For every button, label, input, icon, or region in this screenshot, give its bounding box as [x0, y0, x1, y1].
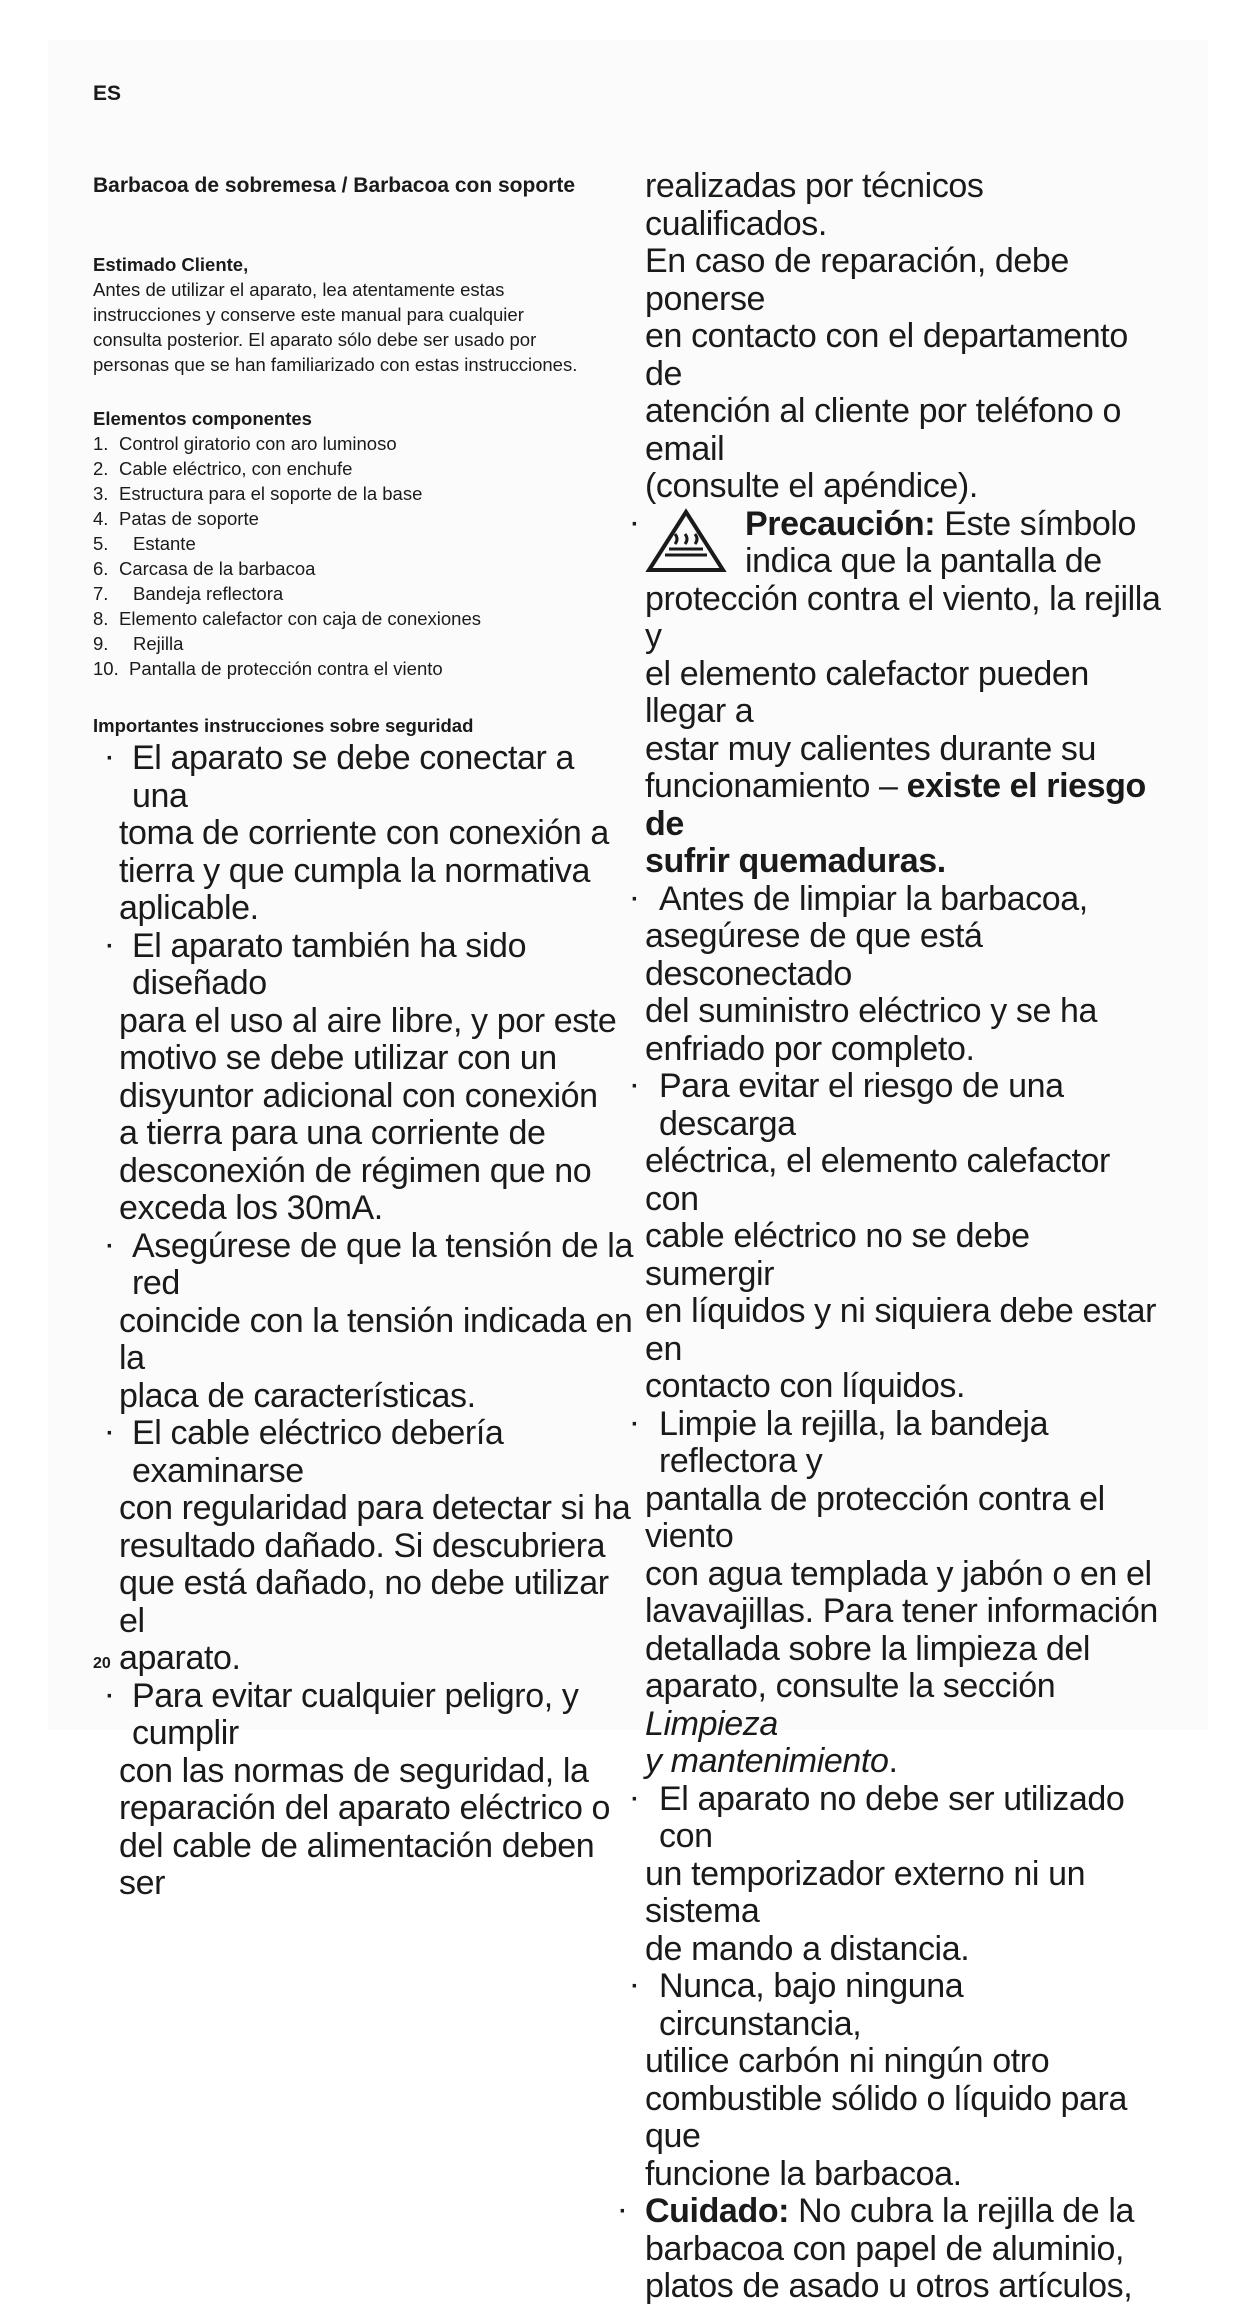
list-item: 1. Control giratorio con aro luminoso [93, 433, 397, 454]
safety-left-column [93, 740, 633, 1903]
components-heading: Elementos componentes [93, 408, 312, 429]
salutation: Estimado Cliente, [93, 254, 249, 275]
bullet-icon: · [106, 932, 114, 960]
hot-surface-warning-icon [645, 508, 727, 574]
safety-heading: Importantes instrucciones sobre seguridad [93, 715, 474, 736]
list-item: 4. Patas de soporte [93, 508, 259, 529]
warning-label: Precaución: [745, 504, 936, 543]
components-section [93, 406, 613, 681]
list-item: 3. Estructura para el soporte de la base [93, 483, 423, 504]
intro-line: Antes de utilizar el aparato, lea atentamente estas [93, 279, 505, 300]
intro-line: consulta posterior. El aparato sólo debe ser usado por [93, 329, 537, 350]
bullet-icon: · [631, 1073, 639, 1100]
safety-item: · El aparato no debe ser utilizado con un temporizador externo ni un sistema de mando a distancia. [631, 1779, 1125, 1968]
safety-right-column [619, 167, 1165, 2306]
bullet-icon: · [631, 1973, 639, 2000]
bullet-icon: · [631, 885, 639, 913]
page-title: Barbacoa de sobremesa / Barbacoa con soporte [93, 174, 576, 197]
bullet-icon: · [106, 1232, 114, 1260]
list-item: 9. Rejilla [93, 633, 184, 654]
bullet-icon: · [631, 1410, 639, 1438]
page-number: 20 [93, 1655, 111, 1672]
safety-item: · Limpie la rejilla, la bandeja reflectora y pantalla de protección contra el viento con agua templada y jabón o en el lavavajillas. Para tener información detallada sobre la limpieza del aparato, consulte la sección Limpieza y mantenimiento. [631, 1404, 1158, 1780]
safety-item: · El aparato se debe conectar a una toma de corriente con conexión a tierra y que cumpla la normativa aplicable. [106, 739, 609, 927]
safety-item: · Para evitar cualquier peligro, y cumplir con las normas de seguridad, la reparación del aparato eléctrico o del cable de alimentación deben ser [106, 1676, 611, 1902]
list-item: 8. Elemento calefactor con caja de conexiones [93, 608, 481, 629]
safety-item: · Antes de limpiar la barbacoa, asegúrese de que está desconectado del suministro eléctrico y se ha enfriado por completo. [631, 879, 1098, 1068]
list-item: 5. Estante [93, 533, 196, 554]
language-code: ES [93, 82, 122, 105]
list-item: 6. Carcasa de la barbacoa [93, 558, 316, 579]
safety-item: · Asegúrese de que la tensión de la red coincide con la tensión indicada en la placa de características. [106, 1226, 633, 1415]
bullet-icon: · [619, 2198, 627, 2225]
safety-item: · Para evitar el riesgo de una descarga eléctrica, el elemento calefactor con cable eléctrico no se debe sumergir en líquidos y ni siquiera debe estar en contacto con líquidos. [631, 1067, 1157, 1405]
caution-label: Cuidado: [645, 2192, 790, 2230]
continued-text: realizadas por técnicos cualificados. En caso de reparación, debe ponerse en contacto con el departamento de atención al cliente por teléfono o email (consulte el apéndice). [645, 167, 1128, 505]
warning-item: · Precaución: Este símbolo indica que la pantalla de protección contra el viento, la rejilla y el elemento calefactor pueden llegar a estar muy calientes durante su funcionamiento – existe el riesgo de sufrir quemaduras. [631, 504, 1161, 880]
list-item: 7. Bandeja reflectora [93, 583, 284, 604]
bullet-icon: · [106, 1682, 114, 1710]
caution-item: · Cuidado: No cubra la rejilla de la barbacoa con papel de aluminio, platos de asado u otros artículos, [619, 2192, 1134, 2305]
list-item: 10. Pantalla de protección contra el viento [93, 658, 443, 679]
safety-item: · El aparato también ha sido diseñado para el uso al aire libre, y por este motivo se debe utilizar con un disyuntor adicional con conexión a tierra para una corriente de desconexión de régimen que no exceda los 30mA. [106, 926, 617, 1227]
bullet-icon: · [106, 745, 114, 772]
list-item: 2. Cable eléctrico, con enchufe [93, 458, 353, 479]
bullet-icon: · [631, 510, 639, 538]
intro-section [93, 252, 613, 377]
safety-item: · El cable eléctrico debería examinarse con regularidad para detectar si ha resultado dañado. Si descubriera que está dañado, no debe utilizar el aparato. [106, 1414, 631, 1677]
safety-item: · Nunca, bajo ninguna circunstancia, utilice carbón ni ningún otro combustible sólido o líquido para que funcione la barbacoa. [631, 1967, 1127, 2193]
bullet-icon: · [106, 1420, 114, 1447]
intro-line: instrucciones y conserve este manual para cualquier [93, 304, 524, 325]
bullet-icon: · [631, 1785, 639, 1813]
intro-line: personas que se han familiarizado con estas instrucciones. [93, 354, 578, 375]
